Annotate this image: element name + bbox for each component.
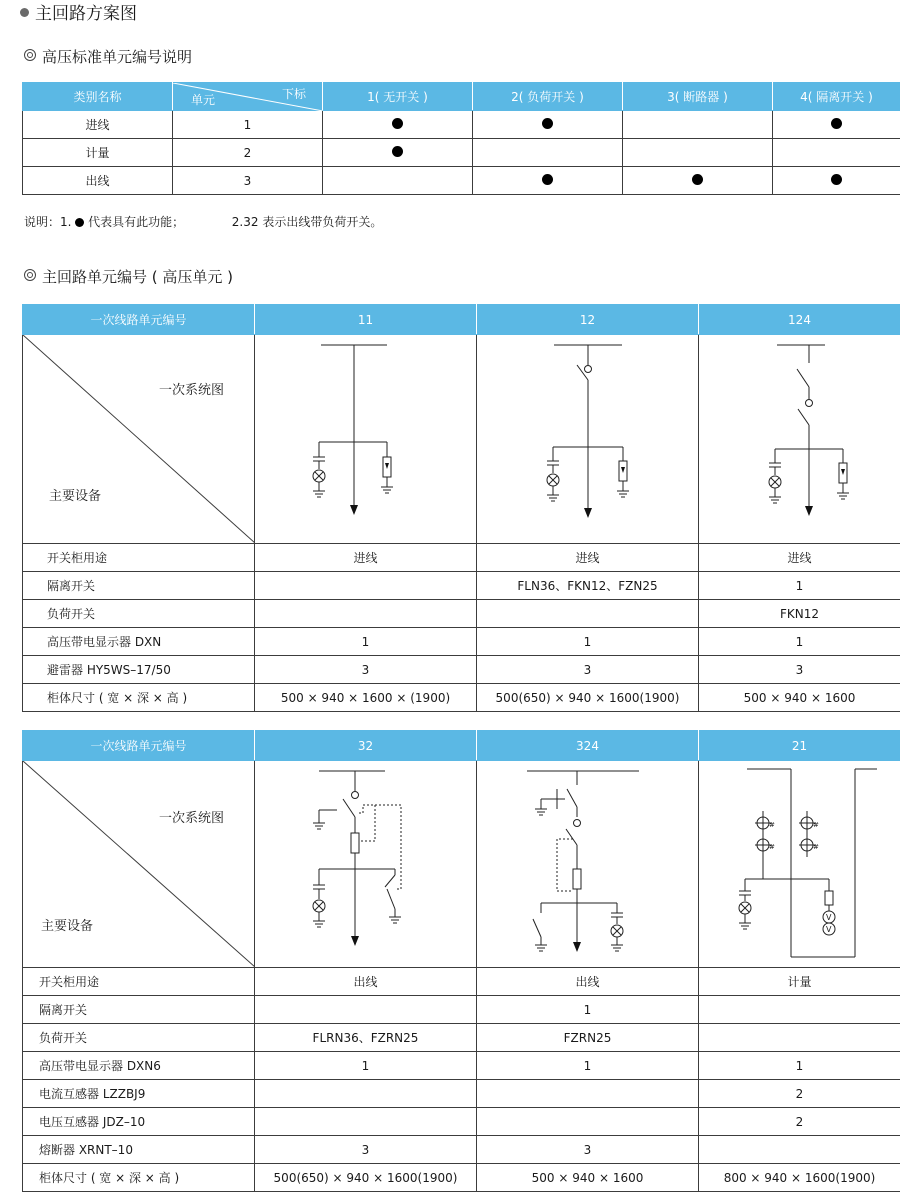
cell-value: 3	[477, 1136, 699, 1164]
function-dot-icon	[75, 218, 84, 227]
function-dot-icon	[831, 118, 842, 129]
table-row	[23, 1052, 900, 1080]
system-diagram-label: 一次系统图	[159, 383, 225, 398]
cell-value	[255, 1080, 477, 1108]
table-row	[23, 1164, 900, 1192]
row-label: 开关柜用途	[23, 544, 255, 572]
diagonal-divider	[23, 335, 255, 543]
table-row	[23, 996, 900, 1024]
col-header: 21	[699, 731, 900, 761]
cell-value	[699, 1024, 900, 1052]
cell-value	[699, 1136, 900, 1164]
row-label: 高压带电显示器 DXN	[23, 628, 255, 656]
subscript-label: 下标	[281, 87, 306, 101]
unit-code-header: 一次线路单元编号	[23, 731, 255, 761]
cell-value: 1	[477, 1052, 699, 1080]
col-header: 12	[477, 305, 699, 335]
table-header-row	[23, 731, 900, 761]
cell-value: 500 × 940 × 1600	[477, 1164, 699, 1192]
cell-value: 1	[699, 572, 900, 600]
row-label: 电压互感器 JDZ–10	[23, 1108, 255, 1136]
col-header: 2( 负荷开关 )	[473, 83, 623, 111]
table-row	[23, 656, 900, 684]
unit-numbering-table	[22, 82, 900, 195]
circuit-324-drawing	[477, 761, 699, 967]
cell-value: 3	[255, 656, 477, 684]
svg-text:#: #	[813, 843, 819, 851]
double-circle-icon	[24, 269, 36, 281]
row-unit: 3	[173, 167, 323, 195]
cell-value: 500(650) × 940 × 1600(1900)	[477, 684, 699, 712]
diagram-row	[23, 335, 900, 544]
unit-label: 单元	[191, 93, 216, 107]
row-label: 隔离开关	[23, 996, 255, 1024]
main-equipment-label: 主要设备	[49, 489, 102, 504]
cell-value: 1	[255, 1052, 477, 1080]
row-label: 熔断器 XRNT–10	[23, 1136, 255, 1164]
row-label: 负荷开关	[23, 1024, 255, 1052]
row-label: 隔离开关	[23, 572, 255, 600]
circuit-124-drawing	[699, 335, 900, 543]
main-equipment-label: 主要设备	[41, 919, 94, 934]
circuit-11-drawing	[255, 335, 477, 543]
cell-value: 2	[699, 1080, 900, 1108]
col-header: 324	[477, 731, 699, 761]
cell-value: 2	[699, 1108, 900, 1136]
row-label: 负荷开关	[23, 600, 255, 628]
unit-table-outgoing	[22, 730, 900, 1192]
diagonal-divider	[23, 761, 255, 967]
unit-code-header: 一次线路单元编号	[23, 305, 255, 335]
unit-subscript-header	[173, 83, 323, 111]
cell-value: 进线	[477, 544, 699, 572]
cell-value: FZRN25	[477, 1024, 699, 1052]
cell-value	[255, 1108, 477, 1136]
circuit-diagram-124	[699, 335, 900, 544]
cell-value: 800 × 940 × 1600(1900)	[699, 1164, 900, 1192]
cell-value: 3	[477, 656, 699, 684]
table-row	[23, 684, 900, 712]
row-label: 高压带电显示器 DXN6	[23, 1052, 255, 1080]
bullet-icon	[20, 8, 29, 17]
cell-value: 进线	[255, 544, 477, 572]
row-name: 计量	[23, 139, 173, 167]
table-row	[23, 968, 900, 996]
table-row	[23, 544, 900, 572]
svg-text:#: #	[813, 821, 819, 829]
function-dot-icon	[831, 174, 842, 185]
row-label: 柜体尺寸 ( 宽 × 深 × 高 )	[23, 684, 255, 712]
circuit-diagram-12	[477, 335, 699, 544]
cell-value: 计量	[699, 968, 900, 996]
row-label: 避雷器 HY5WS–17/50	[23, 656, 255, 684]
function-dot-icon	[542, 174, 553, 185]
cell-value	[255, 600, 477, 628]
cell-value: 1	[699, 1052, 900, 1080]
category-header: 类别名称	[23, 83, 173, 111]
col-header: 3( 断路器 )	[623, 83, 773, 111]
row-unit: 2	[173, 139, 323, 167]
cell-value	[699, 996, 900, 1024]
cell-value	[477, 1108, 699, 1136]
cell-value: 1	[477, 628, 699, 656]
function-dot-icon	[542, 118, 553, 129]
col-header: 1( 无开关 )	[323, 83, 473, 111]
cell-value	[477, 1080, 699, 1108]
section-title-unit-numbering: 高压标准单元编号说明	[24, 46, 192, 68]
circuit-diagram-32	[255, 761, 477, 968]
circuit-12-drawing	[477, 335, 699, 543]
diagram-label-cell	[23, 335, 255, 544]
system-diagram-label: 一次系统图	[159, 811, 225, 826]
table-row	[23, 1108, 900, 1136]
table-header-row	[23, 305, 900, 335]
table-row	[23, 628, 900, 656]
row-name: 出线	[23, 167, 173, 195]
cell-value: 500(650) × 940 × 1600(1900)	[255, 1164, 477, 1192]
function-dot-icon	[392, 146, 403, 157]
cell-value: 1	[255, 628, 477, 656]
cell-value	[255, 996, 477, 1024]
function-dot-icon	[392, 118, 403, 129]
legend-note: 说明：1. 代表具有此功能； 2.32 表示出线带负荷开关。	[24, 215, 383, 229]
cell-value: 3	[699, 656, 900, 684]
circuit-diagram-11	[255, 335, 477, 544]
double-circle-icon	[24, 49, 36, 61]
cell-value: FLN36、FKN12、FZN25	[477, 572, 699, 600]
svg-text:#: #	[769, 821, 775, 829]
cell-value: 出线	[255, 968, 477, 996]
table-row	[23, 600, 900, 628]
row-name: 进线	[23, 111, 173, 139]
cell-value	[255, 572, 477, 600]
function-dot-icon	[692, 174, 703, 185]
cell-value	[477, 600, 699, 628]
cell-value: 3	[255, 1136, 477, 1164]
cell-value: 500 × 940 × 1600	[699, 684, 900, 712]
table-header-row	[23, 83, 900, 111]
cell-value: 1	[699, 628, 900, 656]
table-row	[23, 111, 900, 139]
circuit-diagram-21	[699, 761, 900, 968]
cell-value: FKN12	[699, 600, 900, 628]
circuit-32-drawing	[255, 761, 477, 967]
table-row	[23, 1080, 900, 1108]
page-title: 主回路方案图	[20, 2, 137, 26]
diagram-label-cell	[23, 761, 255, 968]
unit-table-incoming	[22, 304, 900, 712]
col-header: 124	[699, 305, 900, 335]
cell-value: 1	[477, 996, 699, 1024]
cell-value: 进线	[699, 544, 900, 572]
table-row	[23, 139, 900, 167]
cell-value: 出线	[477, 968, 699, 996]
svg-text:#: #	[769, 843, 775, 851]
col-header: 4( 隔离开关 )	[773, 83, 900, 111]
col-header: 11	[255, 305, 477, 335]
table-row	[23, 572, 900, 600]
row-label: 柜体尺寸 ( 宽 × 深 × 高 )	[23, 1164, 255, 1192]
table-row	[23, 1136, 900, 1164]
row-label: 开关柜用途	[23, 968, 255, 996]
circuit-21-drawing	[699, 761, 900, 967]
table-row	[23, 167, 900, 195]
cell-value: 500 × 940 × 1600 × (1900)	[255, 684, 477, 712]
svg-text:V: V	[826, 925, 832, 934]
svg-text:V: V	[826, 913, 832, 922]
row-label: 电流互感器 LZZBJ9	[23, 1080, 255, 1108]
section-title-main-circuit: 主回路单元编号 ( 高压单元 )	[24, 266, 233, 288]
table-row	[23, 1024, 900, 1052]
col-header: 32	[255, 731, 477, 761]
circuit-diagram-324	[477, 761, 699, 968]
diagram-row	[23, 761, 900, 968]
cell-value: FLRN36、FZRN25	[255, 1024, 477, 1052]
row-unit: 1	[173, 111, 323, 139]
